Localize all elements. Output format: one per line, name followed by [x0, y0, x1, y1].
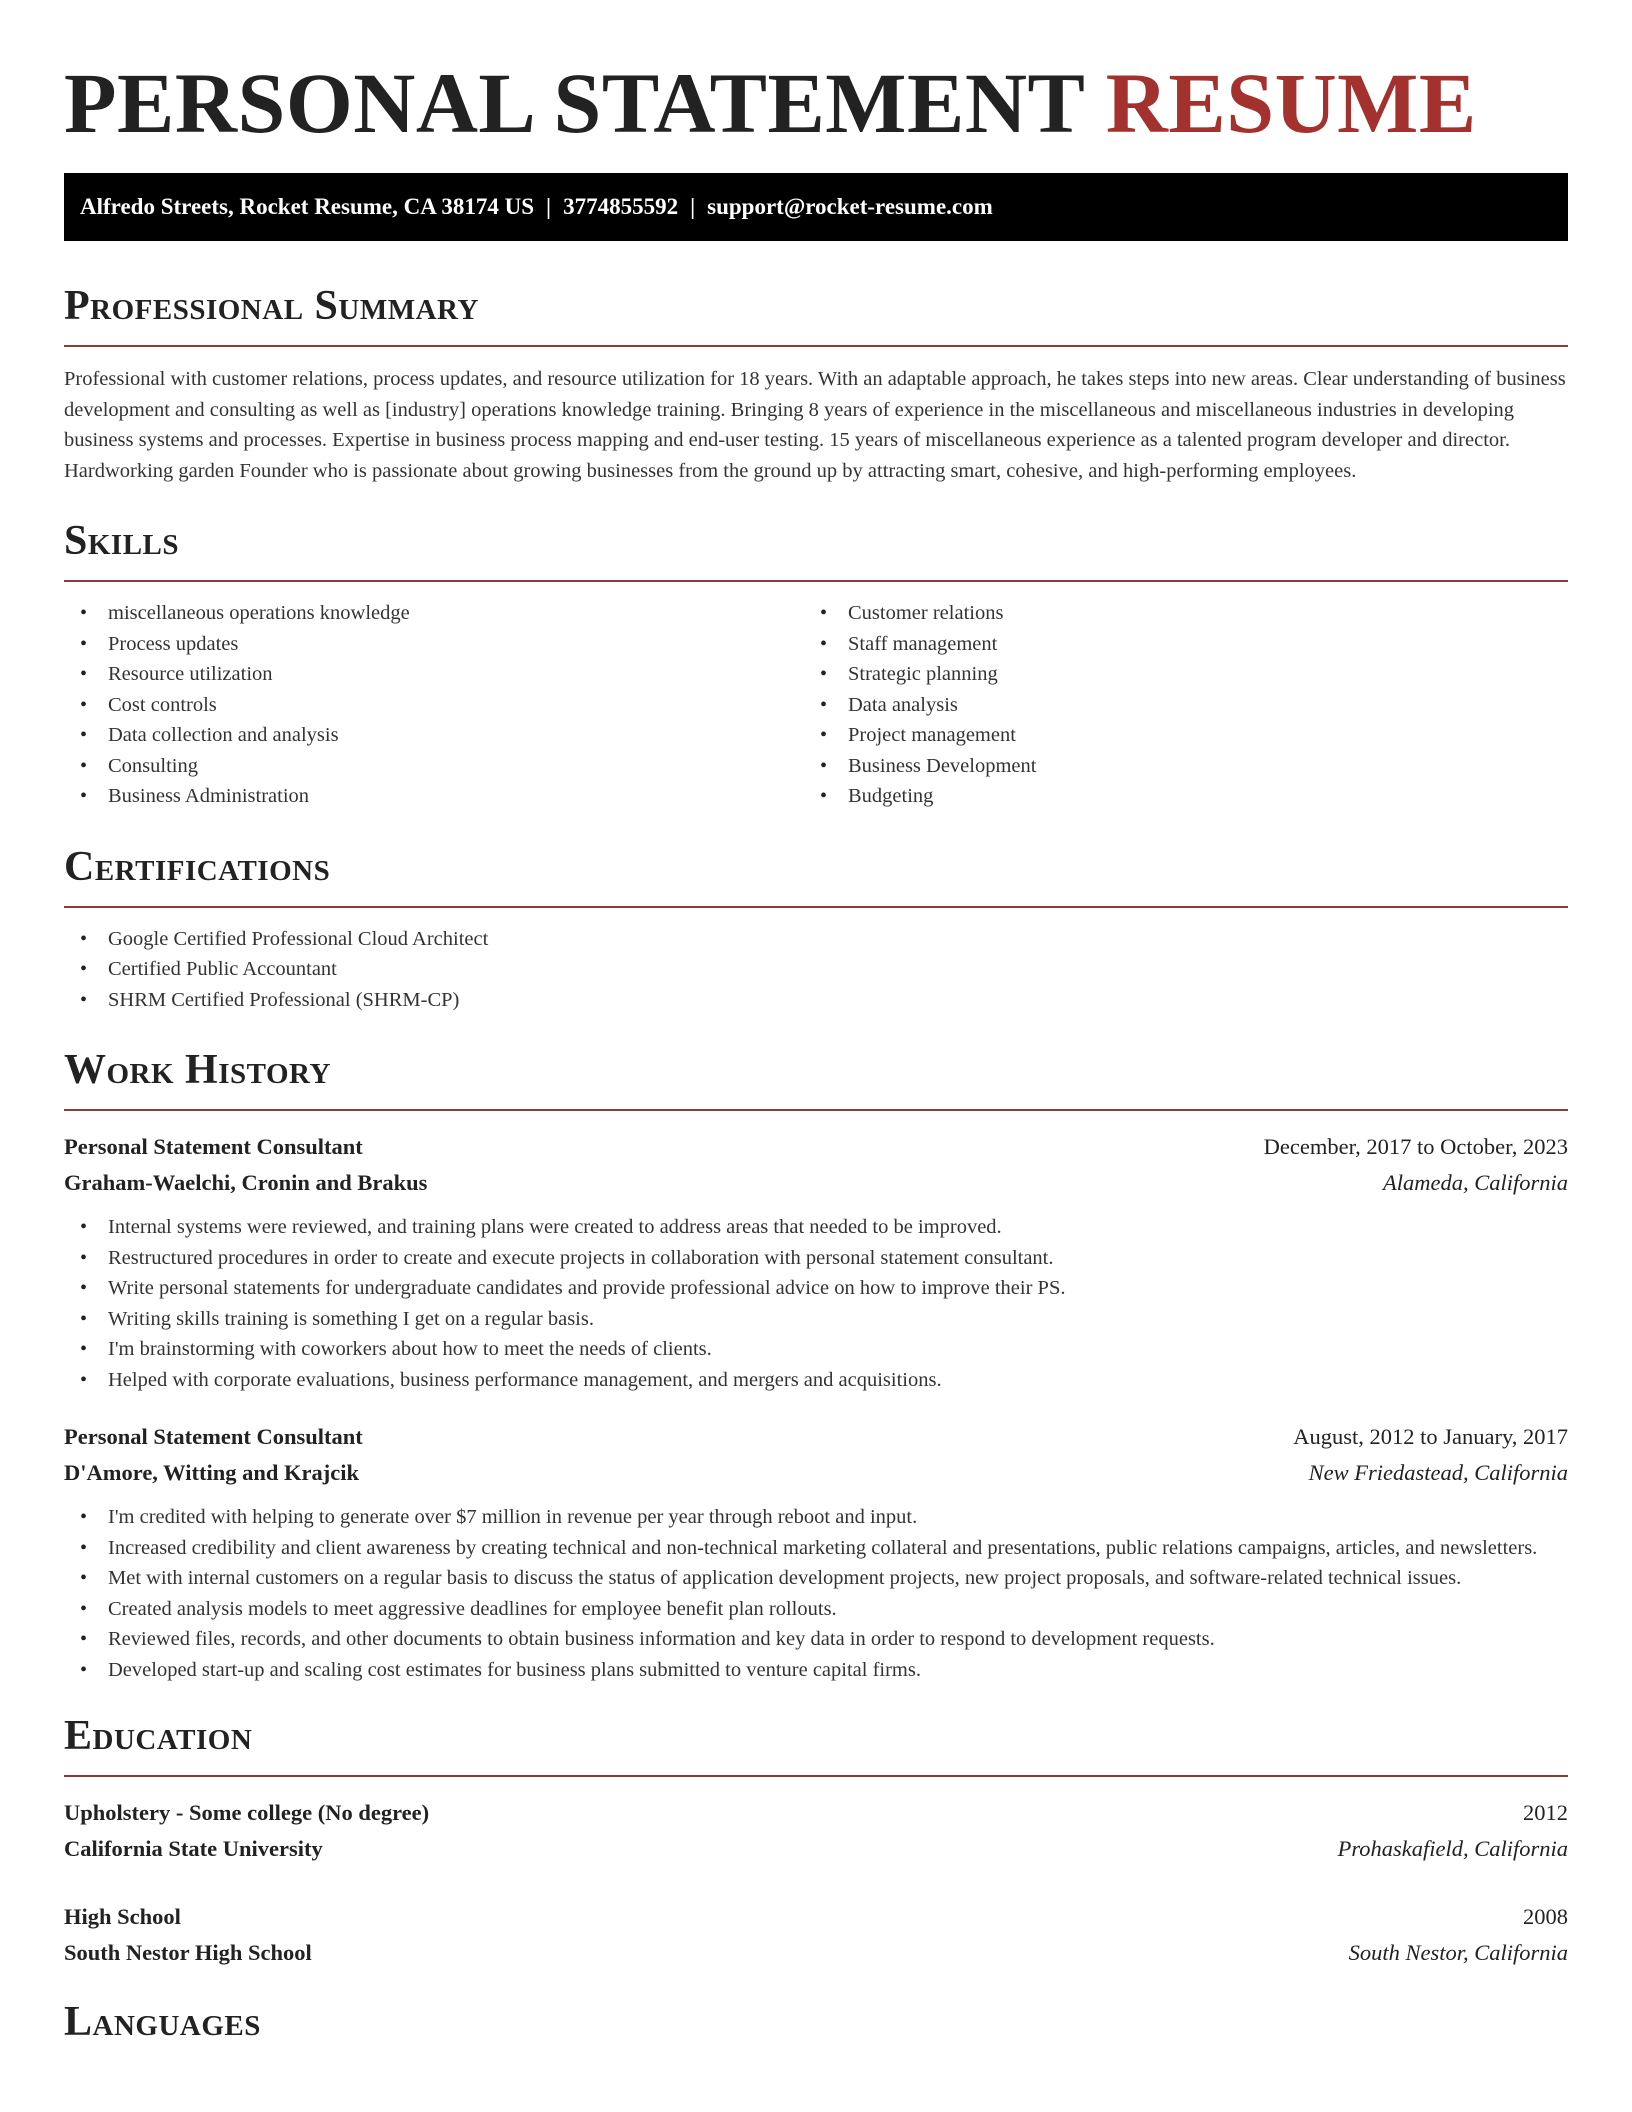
skill-item: • Data analysis — [804, 690, 1544, 721]
skills-list-left — [64, 598, 804, 812]
job-company: D'Amore, Witting and Krajcik — [64, 1460, 360, 1485]
job-location: New Friedastead, California — [1308, 1460, 1568, 1485]
education-entry — [64, 1899, 1568, 1971]
job-header — [64, 1129, 1568, 1165]
languages-section — [64, 1997, 1568, 2047]
job-header — [64, 1419, 1568, 1455]
education-location: South Nestor, California — [1348, 1940, 1568, 1965]
certifications-section — [64, 842, 1568, 1016]
job-location: Alameda, California — [1383, 1170, 1568, 1195]
job-bullet: • Restructured procedures in order to create and execute projects in collaboration with personal statement consultant. — [64, 1243, 1568, 1274]
summary-section — [64, 281, 1568, 486]
section-title-work: Work History — [64, 1047, 331, 1093]
contact-email: support@rocket-resume.com — [707, 194, 993, 219]
section-title-languages: Languages — [64, 1999, 261, 2045]
job-entry — [64, 1419, 1568, 1685]
job-subheader — [64, 1165, 1568, 1201]
skill-item: • Strategic planning — [804, 659, 1544, 690]
skill-item: • Cost controls — [64, 690, 804, 721]
section-divider — [64, 1775, 1568, 1777]
skill-item: • Resource utilization — [64, 659, 804, 690]
section-title-summary: Professional Summary — [64, 283, 479, 329]
skill-item: • Business Administration — [64, 781, 804, 812]
education-location: Prohaskafield, California — [1337, 1836, 1568, 1861]
education-subheader — [64, 1935, 1568, 1971]
certification-item: • SHRM Certified Professional (SHRM-CP) — [64, 985, 1568, 1016]
job-entry — [64, 1129, 1568, 1395]
job-bullet: • I'm brainstorming with coworkers about how to meet the needs of clients. — [64, 1334, 1568, 1365]
job-role: Personal Statement Consultant — [64, 1424, 363, 1449]
skill-item: • Staff management — [804, 629, 1544, 660]
skill-item: • Budgeting — [804, 781, 1544, 812]
education-school: South Nestor High School — [64, 1940, 312, 1965]
job-dates: December, 2017 to October, 2023 — [1263, 1134, 1568, 1159]
section-title-education: Education — [64, 1713, 253, 1759]
education-subheader — [64, 1831, 1568, 1867]
skill-item: • Business Development — [804, 751, 1544, 782]
job-bullet: • Reviewed files, records, and other documents to obtain business information and key data in order to respond to development requests. — [64, 1624, 1568, 1655]
job-role: Personal Statement Consultant — [64, 1134, 363, 1159]
job-bullet: • Met with internal customers on a regular basis to discuss the status of application development projects, new project proposals, and software-related technical issues. — [64, 1563, 1568, 1594]
certifications-list — [64, 924, 1568, 1016]
section-divider — [64, 345, 1568, 347]
section-title-certifications: Certifications — [64, 843, 331, 890]
job-bullet: • Internal systems were reviewed, and training plans were created to address areas that needed to be improved. — [64, 1212, 1568, 1243]
skills-list-right — [804, 598, 1544, 812]
job-bullet: • Write personal statements for undergraduate candidates and provide professional advice on how to improve their PS. — [64, 1273, 1568, 1304]
contact-bar — [64, 173, 1568, 241]
contact-address: Alfredo Streets, Rocket Resume, CA 38174 US — [80, 194, 534, 219]
job-bullet: • Created analysis models to meet aggressive deadlines for employee benefit plan rollouts. — [64, 1594, 1568, 1625]
education-school: California State University — [64, 1836, 323, 1861]
section-divider — [64, 906, 1568, 908]
job-company: Graham-Waelchi, Cronin and Brakus — [64, 1170, 428, 1195]
resume-title — [64, 0, 1568, 149]
education-header — [64, 1795, 1568, 1831]
certification-item: • Certified Public Accountant — [64, 954, 1568, 985]
job-bullet: • I'm credited with helping to generate over $7 million in revenue per year through reboot and input. — [64, 1502, 1568, 1533]
summary-text: Professional with customer relations, process updates, and resource utilization for 18 years. With an adaptable approach, he takes steps into new areas. Clear understanding of business development and consulting as well as [industry] operations knowledge training. Bringing 8 years of experience in the miscellaneous and miscellaneous industries in developing business systems and processes. Expertise in business process mapping and end-user testing. 15 years of miscellaneous experience as a talented program developer and director. Hardworking garden Founder who is passionate about growing businesses from the ground up by attracting smart, cohesive, and high-performing employees. — [64, 368, 1566, 482]
skill-item: • Consulting — [64, 751, 804, 782]
skill-item: • Data collection and analysis — [64, 720, 804, 751]
certification-item: • Google Certified Professional Cloud Architect — [64, 924, 1568, 955]
contact-separator: | — [545, 194, 552, 219]
skills-section — [64, 516, 1568, 812]
job-bullets — [64, 1502, 1568, 1685]
education-section — [64, 1711, 1568, 1971]
skill-item: • Project management — [804, 720, 1544, 751]
contact-separator: | — [690, 194, 696, 219]
job-bullet: • Helped with corporate evaluations, business performance management, and mergers and acquisitions. — [64, 1365, 1568, 1396]
job-bullet: • Increased credibility and client awareness by creating technical and non-technical marketing collateral and presentations, public relations campaigns, articles, and newsletters. — [64, 1533, 1568, 1564]
education-header — [64, 1899, 1568, 1935]
work-history-section — [64, 1045, 1568, 1685]
job-subheader — [64, 1455, 1568, 1491]
skill-item: • miscellaneous operations knowledge — [64, 598, 804, 629]
title-accent: RESUME — [1105, 55, 1477, 151]
education-degree: Upholstery - Some college (No degree) — [64, 1800, 430, 1825]
title-main: PERSONAL STATEMENT — [64, 55, 1084, 151]
skill-item: • Process updates — [64, 629, 804, 660]
education-year: 2012 — [1523, 1800, 1568, 1825]
education-year: 2008 — [1523, 1904, 1568, 1929]
job-bullet: • Writing skills training is something I get on a regular basis. — [64, 1304, 1568, 1335]
job-bullet: • Developed start-up and scaling cost estimates for business plans submitted to venture capital firms. — [64, 1655, 1568, 1686]
skills-grid — [64, 598, 1568, 812]
education-degree: High School — [64, 1904, 181, 1929]
job-dates: August, 2012 to January, 2017 — [1293, 1424, 1568, 1449]
section-divider — [64, 580, 1568, 582]
skill-item: • Customer relations — [804, 598, 1544, 629]
contact-phone: 3774855592 — [563, 194, 679, 219]
education-entry — [64, 1795, 1568, 1867]
section-divider — [64, 1109, 1568, 1111]
job-bullets — [64, 1212, 1568, 1395]
section-title-skills: Skills — [64, 518, 180, 564]
